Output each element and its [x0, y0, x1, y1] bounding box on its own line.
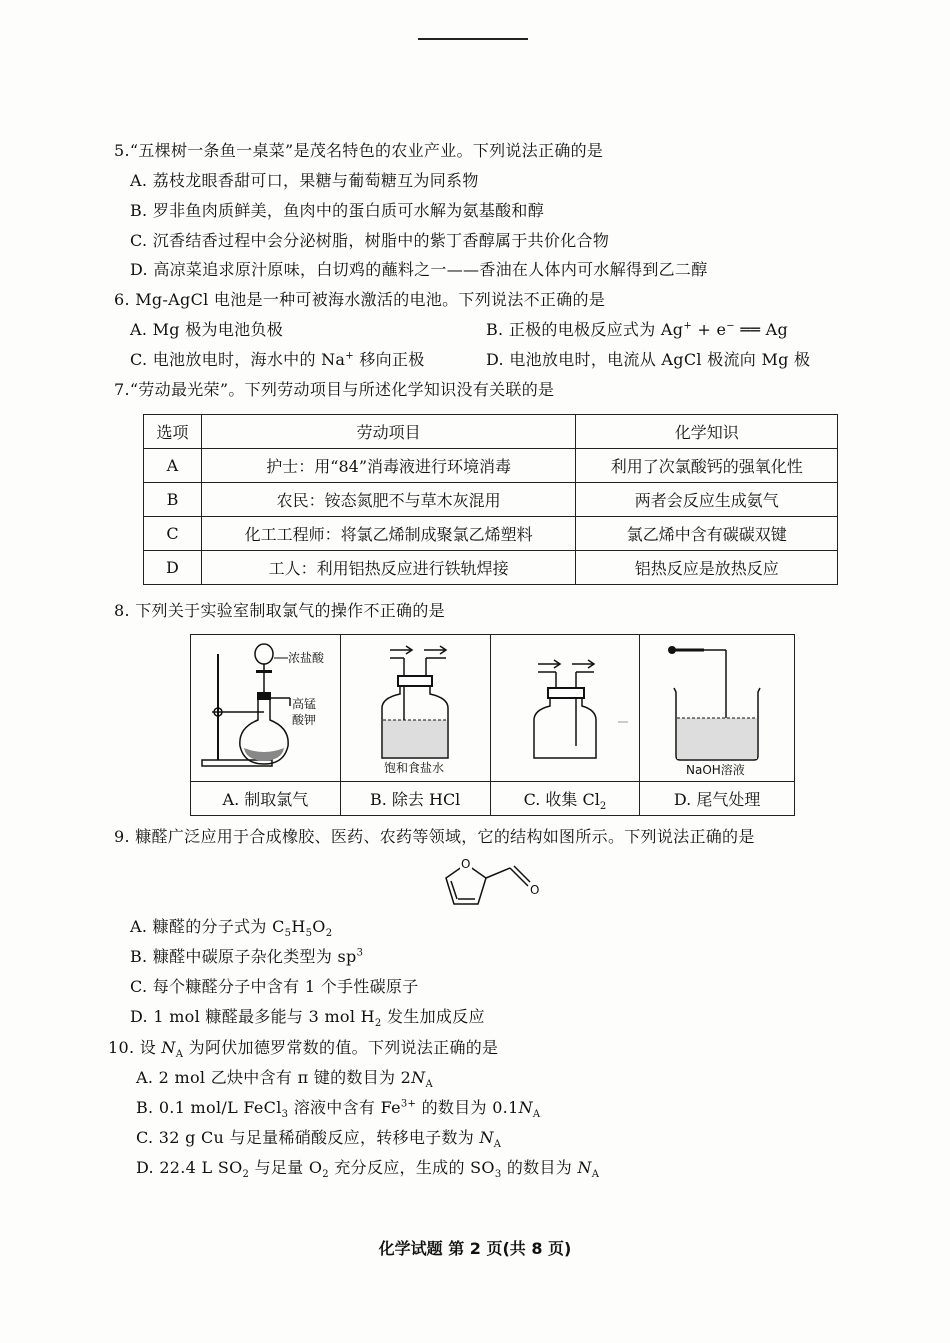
q9-a-sub-o: 2 — [325, 928, 333, 940]
q9-a-sub-h: 5 — [305, 928, 313, 940]
q8-stem: 8. 下列关于实验室制取氯气的操作不正确的是 — [114, 601, 445, 620]
q6-b-text: B. 正极的电极反应式为 Ag — [486, 320, 684, 339]
q9-option-c: C. 每个糠醛分子中含有 1 个手性碳原子 — [130, 977, 419, 996]
q6-b-product: ══ Ag — [734, 320, 788, 339]
q10-b-text: B. 0.1 mol/L FeCl — [136, 1098, 282, 1117]
q10-stem-text: 10. 设 — [108, 1038, 162, 1057]
q10-b-n: N — [518, 1098, 533, 1117]
q10-a-n: N — [411, 1068, 426, 1087]
q10-option-c — [136, 1127, 501, 1149]
q10-a-sub: A — [425, 1079, 433, 1091]
q10-c-sub: A — [493, 1139, 502, 1151]
label-kmno4-line1: 高锰 — [292, 697, 317, 711]
cell-option: C — [144, 517, 202, 551]
q10-option-d — [136, 1157, 599, 1179]
table-row — [144, 551, 838, 585]
cell-labor: 农民：铵态氮肥不与草木灰混用 — [201, 483, 575, 517]
chlorine-generator-diagram — [192, 636, 338, 776]
cell-labor: 护士：用“84”消毒液进行环境消毒 — [201, 449, 575, 483]
q9-a-text: A. 糠醛的分子式为 C — [130, 917, 285, 936]
q6-stem: 6. Mg-AgCl 电池是一种可被海水激活的电池。下列说法不正确的是 — [114, 290, 606, 309]
cell-option: B — [144, 483, 202, 517]
q10-d-n: N — [577, 1158, 592, 1177]
q5-option-a: A. 荔枝龙眼香甜可口，果糖与葡萄糖互为同系物 — [130, 171, 479, 190]
apparatus-tail-gas — [640, 635, 795, 782]
q6-b-electron-charge: − — [726, 320, 735, 332]
aldehyde-oxygen: O — [530, 883, 540, 897]
q9-stem: 9. 糠醛广泛应用于合成橡胶、医药、农药等领域，它的结构如图所示。下列说法正确的是 — [114, 827, 755, 846]
q5-option-b: B. 罗非鱼肉质鲜美，鱼肉中的蛋白质可水解为氨基酸和醇 — [130, 201, 545, 220]
table-row — [144, 517, 838, 551]
q9-b-sup: 3 — [356, 947, 364, 959]
q9-option-a — [130, 916, 332, 938]
caption-d: D. 尾气处理 — [640, 782, 795, 816]
ring-oxygen: O — [461, 857, 471, 871]
q7-table — [143, 414, 838, 585]
label-conc-hcl: 浓盐酸 — [288, 651, 325, 665]
q9-a-sub-c: 5 — [284, 928, 292, 940]
q6-option-c — [130, 349, 425, 371]
header-labor: 劳动项目 — [201, 415, 575, 449]
q10-b-mid: 溶液中含有 Fe — [288, 1098, 401, 1117]
cell-knowledge: 氯乙烯中含有碳碳双键 — [576, 517, 838, 551]
q10-option-b — [136, 1097, 540, 1119]
collection-bottle-diagram — [492, 636, 638, 776]
q10-stem — [108, 1037, 498, 1059]
cell-knowledge: 利用了次氯酸钙的强氧化性 — [576, 449, 838, 483]
q9-d-tail: 发生加成反应 — [381, 1007, 485, 1026]
q10-b-mid2: 的数目为 0.1 — [416, 1098, 519, 1117]
q10-stem-sub: A — [175, 1049, 184, 1061]
q9-d-sub: 2 — [374, 1018, 382, 1030]
apparatus-collection-bottle — [490, 635, 640, 782]
q10-stem-tail: 为阿伏加德罗常数的值。下列说法正确的是 — [183, 1038, 499, 1057]
q10-d-sub2: 2 — [322, 1169, 329, 1181]
q10-a-text: A. 2 mol 乙炔中含有 π 键的数目为 2 — [136, 1068, 412, 1087]
caption-c-text: C. 收集 Cl — [523, 790, 600, 809]
furfural-structure — [430, 852, 550, 914]
q6-option-d: D. 电池放电时，电流从 AgCl 极流向 Mg 极 — [486, 350, 811, 369]
tail-gas-diagram — [642, 636, 792, 776]
q10-d-text: D. 22.4 L SO — [136, 1158, 243, 1177]
q9-b-text: B. 糠醛中碳原子杂化类型为 sp — [130, 947, 357, 966]
q10-c-text: C. 32 g Cu 与足量稀硝酸反应，转移电子数为 — [136, 1128, 480, 1147]
table-row — [144, 483, 838, 517]
cell-labor: 化工工程师：将氯乙烯制成聚氯乙烯塑料 — [201, 517, 575, 551]
caption-c-sub: 2 — [599, 801, 607, 813]
header-option: 选项 — [144, 415, 202, 449]
q6-option-a: A. Mg 极为电池负极 — [130, 320, 284, 339]
label-saturated-brine: 饱和食盐水 — [384, 761, 445, 775]
q10-d-nsub: A — [591, 1169, 600, 1181]
q10-c-n: N — [479, 1128, 494, 1147]
q6-b-charge: + — [683, 320, 693, 332]
q5-option-d: D. 高凉菜追求原汁原味，白切鸡的蘸料之一——香油在人体内可水解得到乙二醇 — [130, 260, 708, 279]
cell-option: D — [144, 551, 202, 585]
q10-option-a — [136, 1067, 433, 1089]
cell-option: A — [144, 449, 202, 483]
label-naoh-solution: NaOH溶液 — [686, 763, 745, 776]
cell-knowledge: 两者会反应生成氨气 — [576, 483, 838, 517]
header-knowledge: 化学知识 — [576, 415, 838, 449]
page-footer: 化学试题 第 2 页(共 8 页) — [378, 1239, 572, 1258]
q9-option-b — [130, 946, 363, 968]
q5-stem: 5.“五棵树一条鱼一桌菜”是茂名特色的农业产业。下列说法正确的是 — [114, 141, 604, 160]
q10-b-sub: 3 — [281, 1109, 289, 1121]
q10-b-nsub: A — [532, 1109, 541, 1121]
q10-d-mid: 与足量 O — [249, 1158, 323, 1177]
caption-c — [490, 782, 640, 816]
q9-a-h: H — [291, 917, 306, 936]
q10-d-sub1: 2 — [242, 1169, 250, 1181]
wash-bottle-diagram — [342, 636, 488, 776]
cell-knowledge: 铝热反应是放热反应 — [576, 551, 838, 585]
header-rule — [418, 38, 528, 40]
q9-d-text: D. 1 mol 糠醛最多能与 3 mol H — [130, 1007, 375, 1026]
apparatus-generator — [191, 635, 341, 782]
q10-d-mid3: 的数目为 — [501, 1158, 578, 1177]
q6-c-charge: + — [345, 350, 354, 362]
q6-b-electron: + e — [692, 320, 727, 339]
q10-d-mid2: 充分反应，生成的 SO — [328, 1158, 495, 1177]
q10-d-sub3: 3 — [494, 1169, 502, 1181]
table-header-row — [144, 415, 838, 449]
caption-b: B. 除去 HCl — [340, 782, 490, 816]
caption-a: A. 制取氯气 — [191, 782, 341, 816]
cell-labor: 工人：利用铝热反应进行铁轨焊接 — [201, 551, 575, 585]
q6-c-text: C. 电池放电时，海水中的 Na — [130, 350, 346, 369]
q9-a-o: O — [312, 917, 326, 936]
q9-option-d — [130, 1006, 485, 1028]
q7-stem: 7.“劳动最光荣”。下列劳动项目与所述化学知识没有关联的是 — [114, 380, 555, 399]
q6-option-b — [486, 319, 788, 341]
q6-c-tail: 移向正极 — [353, 350, 425, 369]
apparatus-wash-bottle — [340, 635, 490, 782]
table-row — [144, 449, 838, 483]
q10-stem-n: N — [161, 1038, 176, 1057]
q8-apparatus-table — [190, 634, 795, 816]
q5-option-c: C. 沉香结香过程中会分泌树脂，树脂中的紫丁香醇属于共价化合物 — [130, 231, 610, 250]
label-kmno4-line2: 酸钾 — [292, 713, 317, 727]
q10-b-charge: 3+ — [400, 1098, 417, 1110]
